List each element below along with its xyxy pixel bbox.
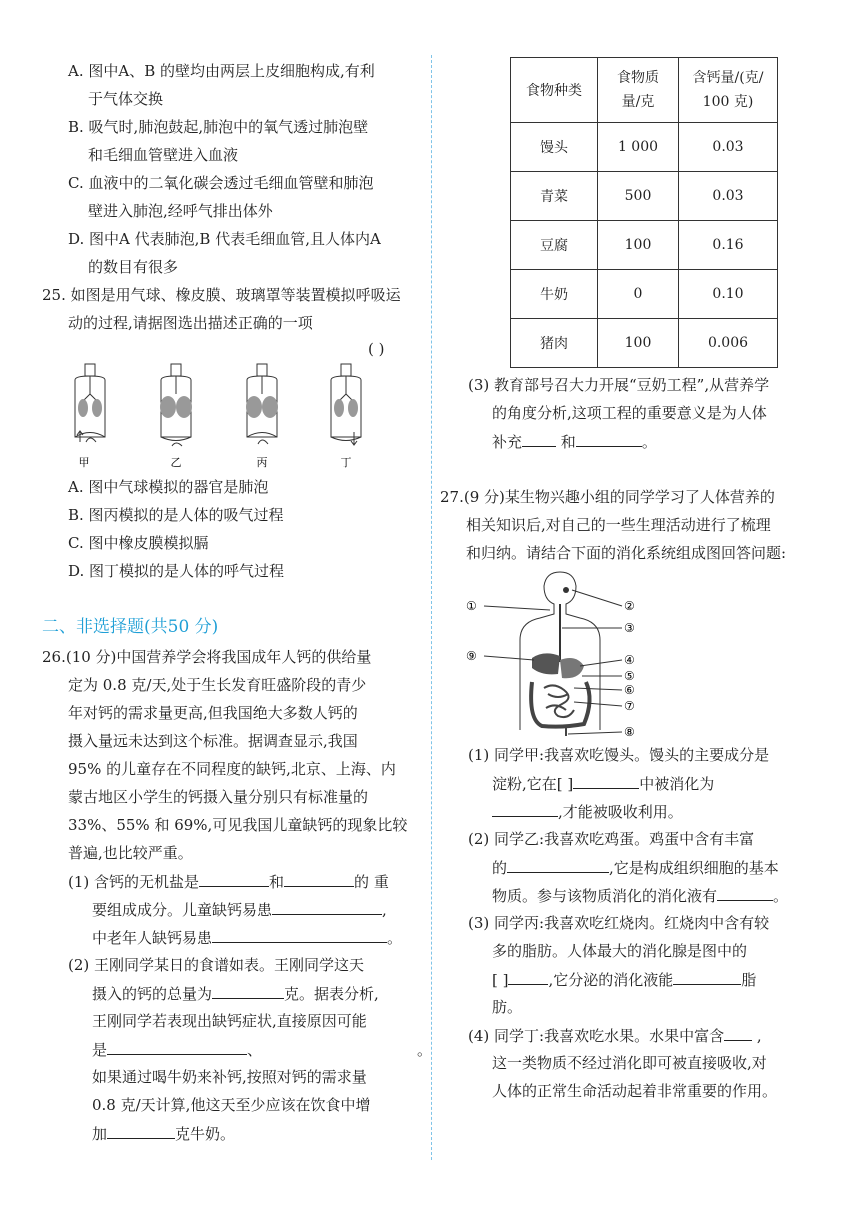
q26-sub1-line2: 要组成成分。儿童缺钙易患 , [92, 898, 387, 921]
q26-stem-line4: 摄入量远未达到这个标准。据调查显示,我国 [68, 732, 358, 750]
q27-stem-line2: 相关知识后,对自己的一些生理活动进行了梳理 [466, 516, 771, 534]
table-cell: 猪肉 [511, 319, 598, 368]
table-cell: 0.16 [679, 221, 778, 270]
q24-option-a-line2: 于气体交换 [88, 90, 164, 108]
bell-jar-bing [246, 364, 278, 444]
diagram-label-5: ⑤ [624, 669, 635, 683]
q27-sub2-line2: 的 ,它是构成组织细胞的基本 [492, 856, 779, 879]
bell-jar-yi [160, 364, 192, 446]
q24-option-a-line1: A. 图中A、B 的壁均由两层上皮细胞构成,有利 [68, 62, 375, 80]
answer-blank[interactable] [492, 800, 558, 817]
table-cell: 0.03 [679, 172, 778, 221]
table-row [511, 221, 778, 270]
q26-sub3-line2: 的角度分析,这项工程的重要意义是为人体 [492, 404, 767, 422]
table-cell: 0.10 [679, 270, 778, 319]
q27-sub4-line1: (4) 同学丁:我喜欢吃水果。水果中富含 , [468, 1024, 762, 1047]
answer-blank[interactable] [212, 926, 387, 943]
q26-sub2-line1: (2) 王刚同学某日的食谱如表。王刚同学这天 [68, 956, 365, 974]
q27-sub1-line3: ,才能被吸收利用。 [492, 800, 683, 823]
answer-blank[interactable] [272, 898, 382, 915]
table-cell: 0.006 [679, 319, 778, 368]
table-row [511, 172, 778, 221]
q27-sub4-line2: 这一类物质不经过消化即可被直接吸收,对 [492, 1054, 767, 1072]
q27-sub3-line3: [ ] ,它分泌的消化液能 脂 [492, 968, 756, 991]
answer-blank[interactable] [284, 870, 354, 887]
answer-blank[interactable] [107, 1122, 175, 1139]
q27-sub3-line1: (3) 同学丙:我喜欢吃红烧肉。红烧肉中含有较 [468, 914, 770, 932]
q26-stem-line5: 95% 的儿童存在不同程度的缺钙,北京、上海、内 [68, 760, 396, 778]
table-cell: 豆腐 [511, 221, 598, 270]
diagram-label-8: ⑧ [624, 725, 635, 739]
table-cell: 1 000 [598, 123, 679, 172]
q27-sub2-line3: 物质。参与该物质消化的消化液有 。 [492, 884, 788, 907]
answer-blank[interactable] [508, 968, 548, 985]
diagram-label-9: ⑨ [466, 649, 477, 663]
q26-sub1-line1: (1) 含钙的无机盐是 和 的 重 [68, 870, 389, 893]
table-row [511, 270, 778, 319]
q25-option-c: C. 图中橡皮膜模拟膈 [68, 534, 209, 552]
calcium-table [510, 57, 778, 368]
q27-sub4-line3: 人体的正常生命活动起着非常重要的作用。 [492, 1082, 778, 1100]
q27-sub1-line1: (1) 同学甲:我喜欢吃馒头。馒头的主要成分是 [468, 746, 770, 764]
bell-jar-jia [75, 364, 105, 442]
table-header-cell: 食物质 量/克 [598, 58, 679, 123]
bell-jar-ding [331, 364, 361, 445]
table-row [511, 319, 778, 368]
answer-blank[interactable] [576, 430, 642, 447]
q27-stem-line1: 27.(9 分)某生物兴趣小组的同学学习了人体营养的 [440, 488, 775, 506]
q25-option-b: B. 图丙模拟的是人体的吸气过程 [68, 506, 284, 524]
answer-blank[interactable] [522, 430, 556, 447]
q26-sub3-line3: 补充 和 。 [492, 430, 657, 453]
diagram-label-6: ⑥ [624, 683, 635, 697]
answer-blank[interactable] [212, 982, 284, 999]
q26-sub2-line5: 如果通过喝牛奶来补钙,按照对钙的需求量 [92, 1068, 367, 1086]
q26-stem-line3: 年对钙的需求量更高,但我国绝大多数人钙的 [68, 704, 358, 722]
q26-stem-line1: 26.(10 分)中国营养学会将我国成年人钙的供给量 [42, 648, 372, 666]
diagram-label-7: ⑦ [624, 699, 635, 713]
answer-blank[interactable] [199, 870, 269, 887]
table-cell: 100 [598, 221, 679, 270]
table-cell: 牛奶 [511, 270, 598, 319]
diagram-label-3: ③ [624, 621, 635, 635]
q26-stem-line8: 普遍,也比较严重。 [68, 844, 193, 862]
q24-option-b-line1: B. 吸气时,肺泡鼓起,肺泡中的氧气透过肺泡壁 [68, 118, 369, 136]
q24-option-d-line2: 的数目有很多 [88, 258, 179, 276]
diagram-label-1: ① [466, 599, 477, 613]
answer-blank[interactable] [507, 856, 609, 873]
digestive-system-diagram [462, 570, 682, 740]
table-cell: 馒头 [511, 123, 598, 172]
figure-label-ding: 丁 [340, 456, 352, 469]
q26-stem-line2: 定为 0.8 克/天,处于生长发育旺盛阶段的青少 [68, 676, 367, 694]
q26-sub2-line3: 王刚同学若表现出缺钙症状,直接原因可能 [92, 1012, 367, 1030]
q26-sub2-line2: 摄入的钙的总量为 克。据表分析, [92, 982, 379, 1005]
q24-option-b-line2: 和毛细血管壁进入血液 [88, 146, 239, 164]
table-cell: 500 [598, 172, 679, 221]
answer-blank[interactable] [673, 968, 741, 985]
answer-blank[interactable] [717, 884, 773, 901]
diagram-label-4: ④ [624, 653, 635, 667]
q27-sub1-line2: 淀粉,它在[ ] 中被消化为 [492, 772, 714, 795]
table-header-row [511, 58, 778, 123]
table-header-cell: 含钙量/(克/ 100 克) [679, 58, 778, 123]
answer-blank[interactable] [724, 1024, 752, 1041]
q26-stem-line6: 蒙古地区小学生的钙摄入量分别只有标准量的 [68, 788, 369, 806]
q26-sub2-line6: 0.8 克/天计算,他这天至少应该在饮食中增 [92, 1096, 371, 1114]
q25-stem-line2: 动的过程,请据图选出描述正确的一项 [68, 314, 313, 332]
answer-blank[interactable] [107, 1038, 247, 1055]
q27-stem-line3: 和归纳。请结合下面的消化系统组成图回答问题: [466, 544, 787, 562]
q27-sub3-line2: 多的脂肪。人体最大的消化腺是图中的 [492, 942, 748, 960]
table-cell: 0.03 [679, 123, 778, 172]
table-cell: 青菜 [511, 172, 598, 221]
q24-option-d-line1: D. 图中A 代表肺泡,B 代表毛细血管,且人体内A [68, 230, 381, 248]
q26-sub2-line7: 加 克牛奶。 [92, 1122, 235, 1145]
section-heading-non-choice: 二、非选择题(共50 分) [42, 617, 219, 637]
q27-sub2-line1: (2) 同学乙:我喜欢吃鸡蛋。鸡蛋中含有丰富 [468, 830, 755, 848]
q26-stem-line7: 33%、55% 和 69%,可见我国儿童缺钙的现象比较 [68, 816, 408, 834]
q25-option-d: D. 图丁模拟的是人体的呼气过程 [68, 562, 285, 580]
q26-sub2-line4: 是 、 。 [92, 1038, 432, 1061]
column-divider [431, 55, 432, 1160]
q27-sub3-line4: 肪。 [492, 998, 523, 1016]
q26-sub1-line3: 中老年人缺钙易患 。 [92, 926, 402, 949]
q25-stem-line1: 25. 如图是用气球、橡皮膜、玻璃罩等装置模拟呼吸运 [42, 286, 401, 304]
figure-label-bing: 丙 [256, 456, 268, 469]
table-row [511, 123, 778, 172]
q25-option-a: A. 图中气球模拟的器官是肺泡 [68, 478, 269, 496]
bell-jar-figures [60, 362, 430, 472]
q24-option-c-line1: C. 血液中的二氧化碳会透过毛细血管壁和肺泡 [68, 174, 374, 192]
q25-answer-paren: ( ) [368, 340, 385, 358]
answer-blank[interactable] [573, 772, 639, 789]
q24-option-c-line2: 壁进入肺泡,经呼气排出体外 [88, 202, 273, 220]
table-cell: 0 [598, 270, 679, 319]
figure-label-jia: 甲 [78, 456, 90, 469]
diagram-label-2: ② [624, 599, 635, 613]
figure-label-yi: 乙 [170, 456, 182, 469]
q26-sub3-line1: (3) 教育部号召大力开展“豆奶工程”,从营养学 [468, 376, 770, 394]
table-header-cell: 食物种类 [511, 58, 598, 123]
table-cell: 100 [598, 319, 679, 368]
